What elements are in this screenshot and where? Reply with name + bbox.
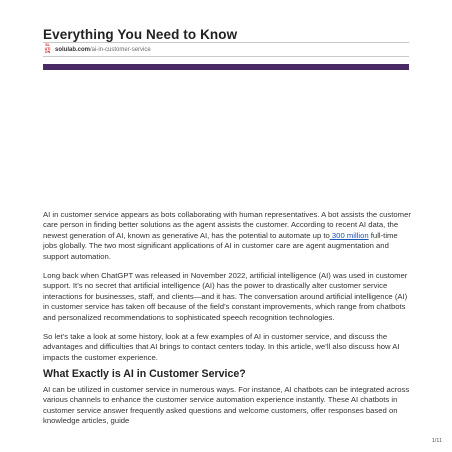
overview-paragraph: So let’s take a look at some history, look at a few examples of AI in customer service, and discuss the advantages and difficulties that AI brings to contact centers today. In this article, we’ll also discuss how AI impacts the customer experience. <box>43 332 400 362</box>
source-url[interactable] <box>55 47 151 53</box>
page-number: 1/11 <box>431 438 442 444</box>
page-title: Everything You Need to Know <box>43 27 238 42</box>
300-million-link[interactable]: 300 million <box>329 230 369 240</box>
source-domain: solulab.com <box>55 46 91 53</box>
header-divider <box>43 56 409 57</box>
solulab-logo-icon: SL UTI ON <box>44 43 51 55</box>
hero-banner <box>43 64 409 70</box>
title-divider <box>43 42 409 43</box>
section-paragraph: AI can be utilized in customer service in numerous ways. For instance, AI chatbots can be integrated across various channels to enhance the customer service automation experience instantly. These AI chatbots in customer service answer frequently asked questions and welcome customers, offer responses based on knowledge articles, guide <box>43 385 410 426</box>
intro-paragraph: AI in customer service appears as bots collaborating with human representatives. A bot assists the customer care person in finding better solutions as the agent assists the customer. According to recent AI data, the newest generation of AI, known as generative AI, has the potential to automate up to 300 million full-time jobs globally. The two most significant applications of AI in customer care are agent augmentation and support automation. <box>43 210 411 261</box>
source-path: /ai-in-customer-service <box>90 46 151 53</box>
history-paragraph: Long back when ChatGPT was released in November 2022, artificial intelligence (AI) was used in customer support. It’s no secret that artificial intelligence (AI) has the power to drastically alter customer service interactions for businesses, staff, and clients—and it has. The conversation around artificial intelligence (AI) in customer service has taken off because of the field’s constant improvements, which range from chatbots and personalized recommendations to sophisticated speech recognition technologies. <box>43 271 408 322</box>
section-heading: What Exactly is AI in Customer Service? <box>43 368 246 380</box>
source-line <box>43 45 151 54</box>
